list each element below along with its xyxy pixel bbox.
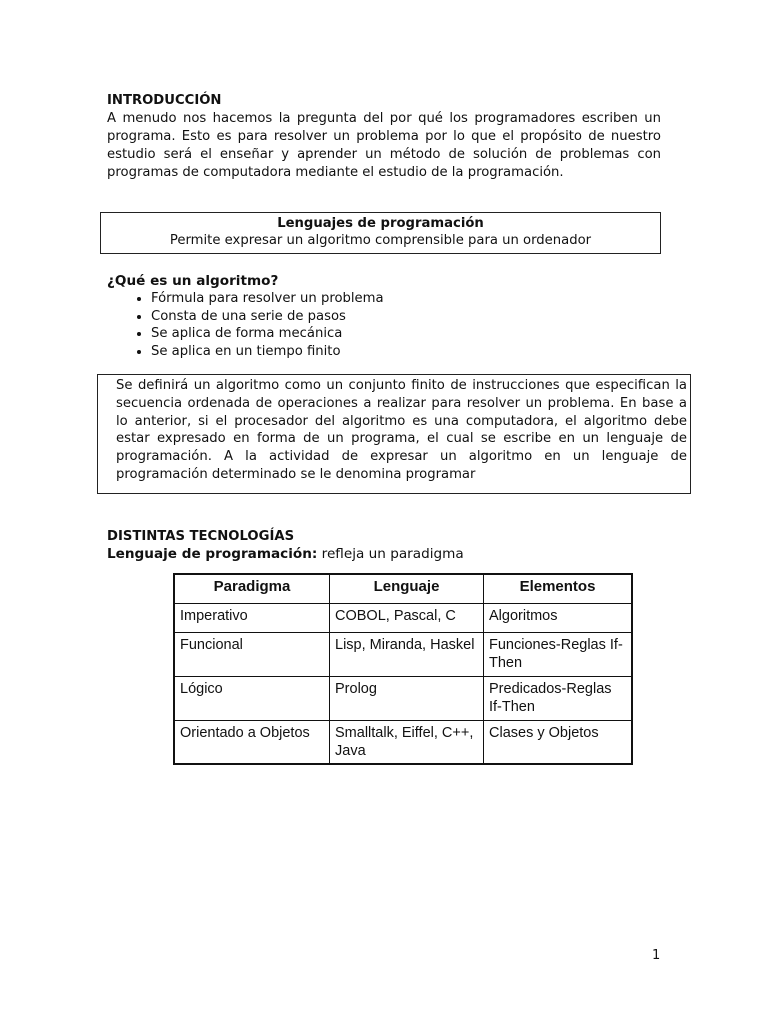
table-header-row	[174, 574, 632, 604]
list-item: • Consta de una serie de pasos	[151, 308, 667, 326]
table-cell: Orientado a Objetos	[174, 721, 330, 765]
definition-box	[97, 374, 691, 494]
paradigm-table	[173, 573, 633, 765]
table-cell: Imperativo	[174, 604, 330, 633]
programming-languages-subtitle: Permite expresar un algoritmo comprensible para un ordenador	[169, 233, 592, 248]
header-language: Lenguaje	[330, 574, 484, 604]
table-cell: Predicados-Reglas If-Then	[484, 677, 633, 721]
table-cell: Smalltalk, Eiffel, C++, Java	[330, 721, 484, 765]
list-item: • Se aplica en un tiempo finito	[151, 343, 667, 361]
definition-paragraph: Se definirá un algoritmo como un conjunto finito de instrucciones que especifican la secuencia ordenada de operaciones a realizar para resolver un problema. En base a lo anterior, si el procesador del algoritmo es una computadora, el algoritmo debe estar expresado en forma de un programa, el cual se escribe en un lenguaje de programación. A la actividad de expresar un algoritmo en un lenguaje de programación determinado se le denomina programar	[116, 378, 687, 482]
introduction-section	[107, 92, 661, 182]
table-cell: COBOL, Pascal, C	[330, 604, 484, 633]
header-paradigm: Paradigma	[174, 574, 330, 604]
programming-language-label: Lenguaje de programación:	[107, 546, 318, 562]
table-cell: Lógico	[174, 677, 330, 721]
table-cell: Algoritmos	[484, 604, 633, 633]
algorithm-bullet-list	[107, 290, 667, 360]
algorithm-heading: ¿Qué es un algoritmo?	[107, 273, 279, 289]
technologies-heading: DISTINTAS TECNOLOGÍAS	[107, 529, 295, 544]
table-cell: Lisp, Miranda, Haskel	[330, 633, 484, 677]
table-row	[174, 633, 632, 677]
table-row	[174, 604, 632, 633]
list-item: • Fórmula para resolver un problema	[151, 290, 667, 308]
list-item: • Se aplica de forma mecánica	[151, 325, 667, 343]
technologies-section	[107, 528, 667, 563]
introduction-heading: INTRODUCCIÓN	[107, 93, 222, 108]
table-row	[174, 677, 632, 721]
table-cell: Funciones-Reglas If-Then	[484, 633, 633, 677]
programming-languages-title: Lenguajes de programación	[277, 216, 484, 231]
page-number: 1	[652, 948, 661, 963]
programming-languages-box	[100, 212, 661, 254]
introduction-paragraph: A menudo nos hacemos la pregunta del por qué los programadores escriben un programa. Esto es para resolver un problema por lo que el propósito de nuestro estudio será el enseñar y aprender un método de solución de problemas con programas de computadora mediante el estudio de la programación.	[107, 111, 661, 180]
programming-language-text: refleja un paradigma	[317, 546, 464, 562]
table-row	[174, 721, 632, 765]
header-elements: Elementos	[484, 574, 633, 604]
table-cell: Prolog	[330, 677, 484, 721]
table-cell: Funcional	[174, 633, 330, 677]
programming-language-line	[107, 545, 667, 563]
algorithm-section	[107, 272, 667, 360]
table-cell: Clases y Objetos	[484, 721, 633, 765]
